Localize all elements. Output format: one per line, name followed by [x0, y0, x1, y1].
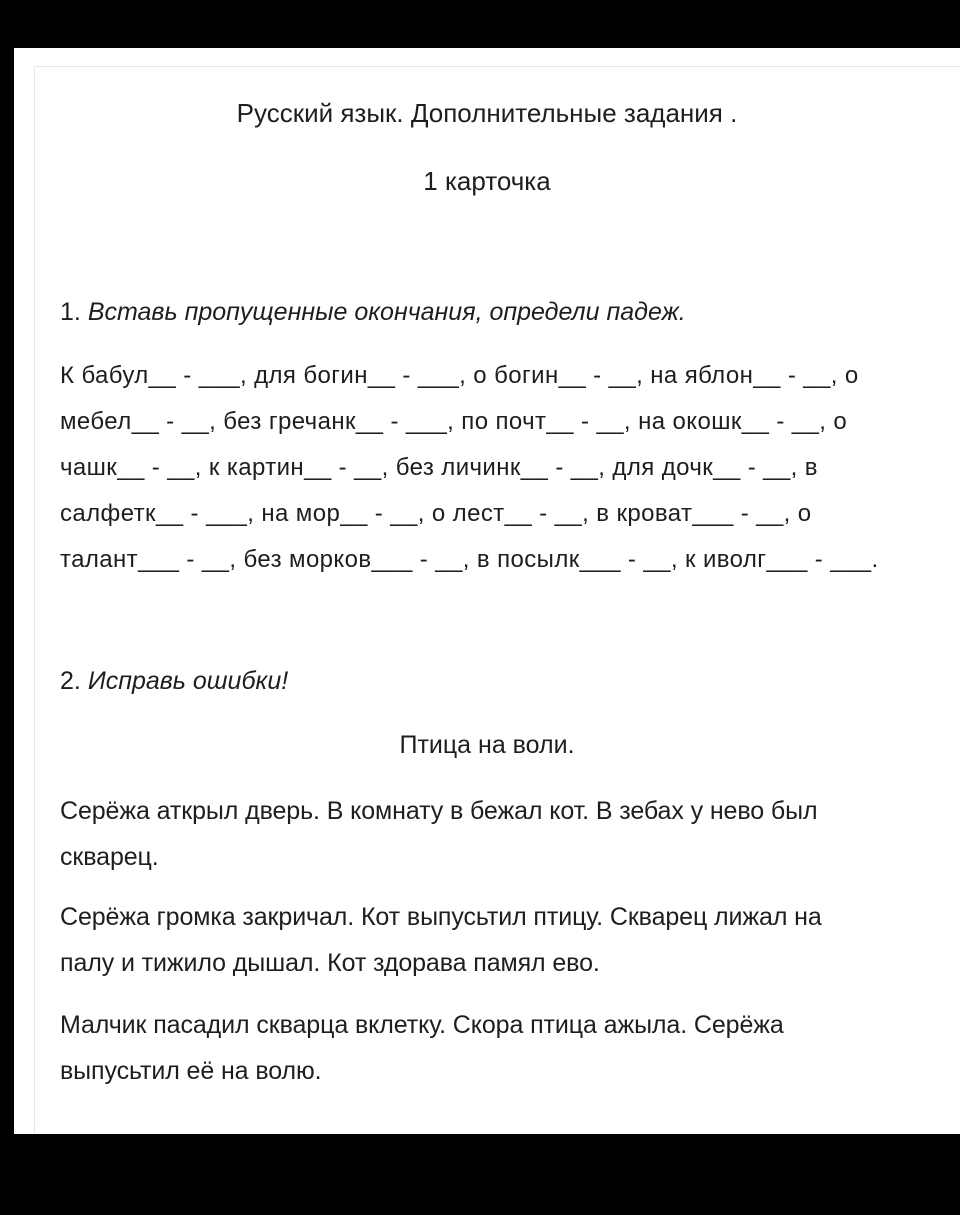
exercise-line: чашк__ - __, к картин__ - __, без личинк__ - __, для дочк__ - __, в — [60, 454, 818, 481]
story-title: Птица на воли. — [399, 731, 575, 759]
paragraph-line: скварец. — [60, 843, 159, 871]
paragraph-line: Серёжа громка закричал. Кот выпусьтил птицу. Скварец лижал на — [60, 903, 822, 931]
task1-instruction: Вставь пропущенные окончания, определи падеж. — [87, 298, 686, 326]
task1-number: 1. — [60, 298, 81, 326]
story-paragraph — [60, 1008, 940, 1100]
exercise-line: талант___ - __, без морков___ - __, в посылк___ - __, к иволг___ - ___. — [60, 546, 879, 573]
paragraph-line: палу и тижило дышал. Кот здорава памял ево. — [60, 949, 600, 977]
page-border-top — [34, 66, 960, 67]
page-border-left — [34, 66, 35, 1134]
task2-number: 2. — [60, 667, 81, 695]
exercise-line: салфетк__ - ___, на мор__ - __, о лест__ - __, в кроват___ - __, о — [60, 500, 812, 527]
story-paragraph — [60, 794, 940, 886]
exercise-line: мебел__ - __, без гречанк__ - ___, по почт__ - __, на окошк__ - __, о — [60, 408, 848, 435]
task1-heading — [60, 295, 686, 329]
story-paragraph — [60, 900, 940, 992]
task2-heading — [60, 664, 288, 698]
paragraph-line: выпусьтил её на волю. — [60, 1057, 322, 1085]
document-page — [14, 48, 960, 1134]
task1-exercise — [60, 359, 879, 589]
document-subtitle: 1 карточка — [423, 166, 551, 196]
exercise-line: К бабул__ - ___, для богин__ - ___, о богин__ - __, на яблон__ - __, о — [60, 362, 859, 389]
document-title: Русский язык. Дополнительные задания . — [236, 98, 738, 128]
paragraph-line: Малчик пасадил скварца вклетку. Скора птица ажыла. Серёжа — [60, 1011, 784, 1039]
task2-instruction: Исправь ошибки! — [87, 667, 289, 695]
paragraph-line: Серёжа аткрыл дверь. В комнату в бежал кот. В зебах у нево был — [60, 797, 818, 825]
